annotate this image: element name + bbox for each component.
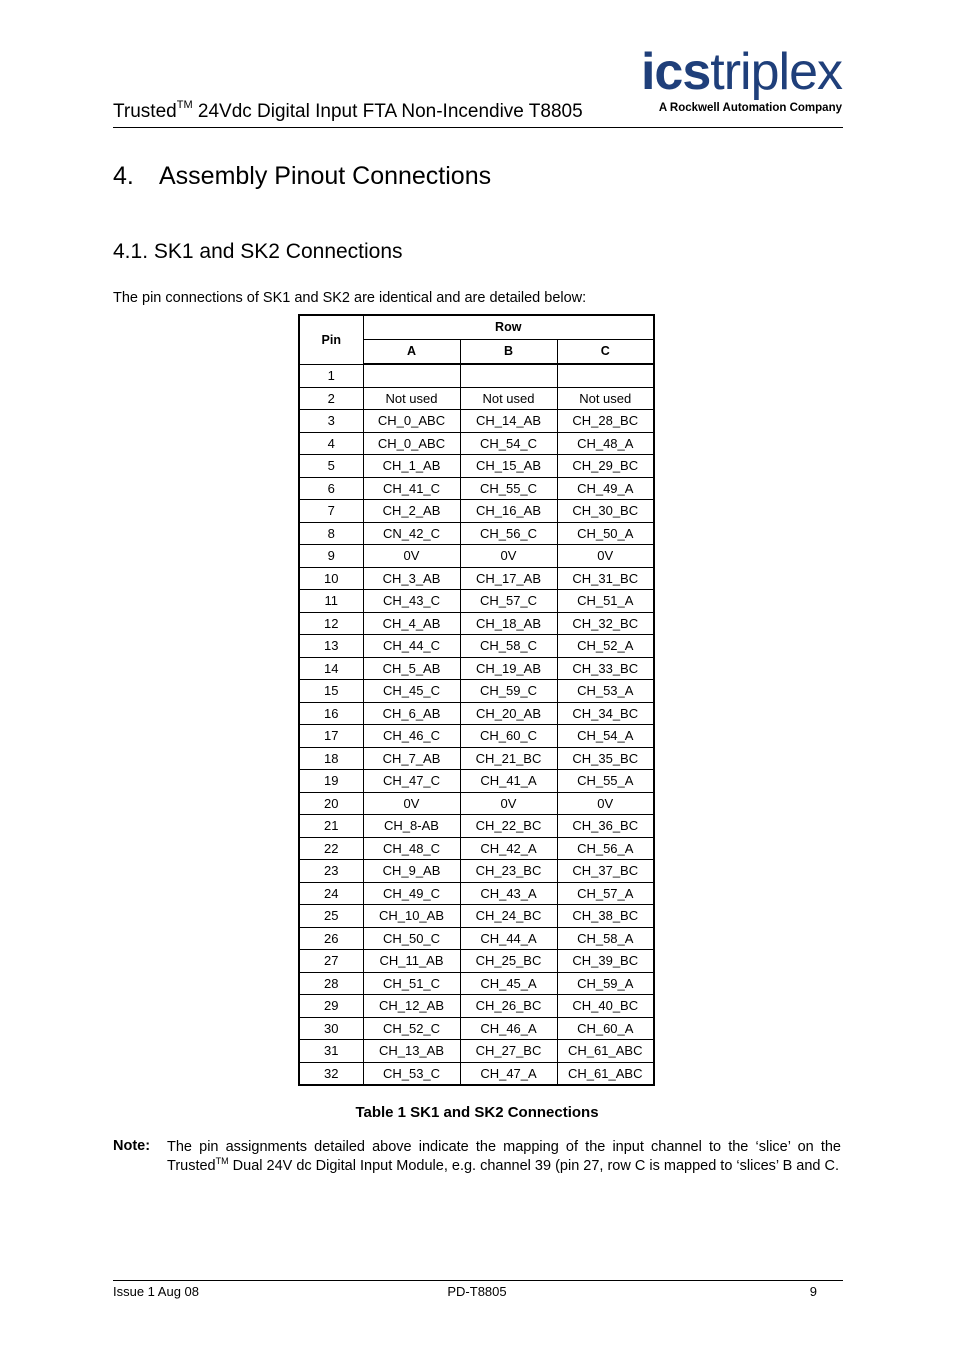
pin-number-cell: 6	[299, 477, 363, 500]
table-row	[299, 500, 654, 523]
logo-bold-part: ics	[640, 43, 711, 101]
table-row	[299, 477, 654, 500]
pin-connection-cell: CH_12_AB	[363, 995, 460, 1018]
table-row	[299, 882, 654, 905]
note-label: Note:	[113, 1138, 151, 1154]
pin-connection-cell: CH_46_C	[363, 725, 460, 748]
pin-connection-cell: CH_60_A	[557, 1017, 654, 1040]
pin-connection-cell: CH_55_C	[460, 477, 557, 500]
pin-connection-cell: CH_2_AB	[363, 500, 460, 523]
pin-connection-cell: CH_54_C	[460, 432, 557, 455]
pin-connection-cell: CH_9_AB	[363, 860, 460, 883]
table-row	[299, 927, 654, 950]
column-header-b: B	[460, 339, 557, 364]
pin-connection-cell: CH_48_A	[557, 432, 654, 455]
pin-connection-cell: CH_56_C	[460, 522, 557, 545]
table-row	[299, 995, 654, 1018]
table-row	[299, 432, 654, 455]
pin-number-cell: 12	[299, 612, 363, 635]
pin-number-cell: 32	[299, 1062, 363, 1085]
pin-connection-cell: CH_24_BC	[460, 905, 557, 928]
note-text	[167, 1138, 841, 1175]
pin-number-cell: 11	[299, 590, 363, 613]
pin-connection-cell: CH_42_A	[460, 837, 557, 860]
column-header-a: A	[363, 339, 460, 364]
table-row	[299, 815, 654, 838]
pin-number-cell: 16	[299, 702, 363, 725]
pin-connection-cell: CH_32_BC	[557, 612, 654, 635]
table-row	[299, 567, 654, 590]
table-row	[299, 364, 654, 387]
pin-connection-cell: CH_56_A	[557, 837, 654, 860]
pinout-table	[298, 314, 655, 1086]
pin-connection-cell: CH_34_BC	[557, 702, 654, 725]
pin-number-cell: 31	[299, 1040, 363, 1063]
pin-connection-cell: CH_60_C	[460, 725, 557, 748]
pin-connection-cell: CH_49_C	[363, 882, 460, 905]
pin-number-cell: 18	[299, 747, 363, 770]
table-row	[299, 612, 654, 635]
pin-connection-cell: CH_41_C	[363, 477, 460, 500]
ics-triplex-logo	[608, 44, 844, 120]
pin-connection-cell: CH_44_A	[460, 927, 557, 950]
pin-connection-cell: Not used	[557, 387, 654, 410]
table-row	[299, 792, 654, 815]
pin-connection-cell: CH_14_AB	[460, 410, 557, 433]
pin-connection-cell: CH_31_BC	[557, 567, 654, 590]
pin-number-cell: 19	[299, 770, 363, 793]
pin-connection-cell: CH_36_BC	[557, 815, 654, 838]
table-caption: Table 1 SK1 and SK2 Connections	[355, 1104, 599, 1121]
pin-number-cell: 2	[299, 387, 363, 410]
pin-connection-cell: CH_58_C	[460, 635, 557, 658]
pin-number-cell: 15	[299, 680, 363, 703]
pin-connection-cell: CH_40_BC	[557, 995, 654, 1018]
table-row	[299, 590, 654, 613]
pin-connection-cell: CN_42_C	[363, 522, 460, 545]
pin-connection-cell: CH_39_BC	[557, 950, 654, 973]
footer-document-number: PD-T8805	[447, 1284, 507, 1299]
logo-wordmark	[641, 44, 842, 100]
pin-connection-cell: Not used	[363, 387, 460, 410]
table-row	[299, 455, 654, 478]
header-title-prefix: Trusted	[113, 101, 177, 122]
pin-connection-cell: CH_57_C	[460, 590, 557, 613]
header-divider	[113, 127, 843, 128]
pin-number-cell: 1	[299, 364, 363, 387]
pin-connection-cell: CH_0_ABC	[363, 432, 460, 455]
pin-connection-cell: CH_38_BC	[557, 905, 654, 928]
pin-number-cell: 29	[299, 995, 363, 1018]
pin-connection-cell: CH_43_A	[460, 882, 557, 905]
pin-connection-cell: CH_53_C	[363, 1062, 460, 1085]
pin-number-cell: 7	[299, 500, 363, 523]
pin-connection-cell: CH_16_AB	[460, 500, 557, 523]
pin-number-cell: 4	[299, 432, 363, 455]
column-header-c: C	[557, 339, 654, 364]
pin-connection-cell: CH_19_AB	[460, 657, 557, 680]
pinout-table-body	[299, 364, 654, 1085]
table-row	[299, 837, 654, 860]
pin-connection-cell: CH_43_C	[363, 590, 460, 613]
pin-connection-cell: CH_37_BC	[557, 860, 654, 883]
pin-number-cell: 23	[299, 860, 363, 883]
pin-number-cell: 21	[299, 815, 363, 838]
pin-connection-cell: CH_52_A	[557, 635, 654, 658]
table-row	[299, 1040, 654, 1063]
section-heading	[113, 160, 491, 192]
pin-connection-cell: CH_11_AB	[363, 950, 460, 973]
section-title: Assembly Pinout Connections	[159, 162, 492, 190]
pin-connection-cell: CH_54_A	[557, 725, 654, 748]
pin-connection-cell: CH_25_BC	[460, 950, 557, 973]
pin-connection-cell: CH_0_ABC	[363, 410, 460, 433]
table-row	[299, 1017, 654, 1040]
pin-connection-cell	[363, 364, 460, 387]
table-row	[299, 1062, 654, 1085]
pin-connection-cell: CH_17_AB	[460, 567, 557, 590]
pin-connection-cell	[460, 364, 557, 387]
pin-connection-cell: CH_23_BC	[460, 860, 557, 883]
pin-number-cell: 25	[299, 905, 363, 928]
pin-number-cell: 3	[299, 410, 363, 433]
pin-connection-cell: CH_21_BC	[460, 747, 557, 770]
pin-number-cell: 9	[299, 545, 363, 568]
table-row	[299, 680, 654, 703]
table-row	[299, 950, 654, 973]
pin-connection-cell: CH_51_C	[363, 972, 460, 995]
pin-connection-cell: CH_20_AB	[460, 702, 557, 725]
pin-connection-cell: CH_61_ABC	[557, 1062, 654, 1085]
pin-connection-cell: CH_45_C	[363, 680, 460, 703]
pin-connection-cell: CH_52_C	[363, 1017, 460, 1040]
table-row	[299, 905, 654, 928]
pin-number-cell: 5	[299, 455, 363, 478]
pin-number-cell: 8	[299, 522, 363, 545]
pin-connection-cell: CH_15_AB	[460, 455, 557, 478]
table-row	[299, 635, 654, 658]
pin-connection-cell: CH_55_A	[557, 770, 654, 793]
footer-page-number: 9	[809, 1284, 817, 1299]
logo-light-part: triplex	[710, 43, 842, 101]
pin-connection-cell: CH_47_A	[460, 1062, 557, 1085]
pin-connection-cell: CH_5_AB	[363, 657, 460, 680]
table-row	[299, 410, 654, 433]
table-row	[299, 545, 654, 568]
footer-issue: Issue 1 Aug 08	[113, 1284, 200, 1299]
pin-connection-cell: CH_28_BC	[557, 410, 654, 433]
table-row	[299, 860, 654, 883]
pin-connection-cell: CH_51_A	[557, 590, 654, 613]
pin-connection-cell: CH_33_BC	[557, 657, 654, 680]
pin-number-cell: 20	[299, 792, 363, 815]
pin-connection-cell: CH_8-AB	[363, 815, 460, 838]
pin-number-cell: 27	[299, 950, 363, 973]
header-title-rest: 24Vdc Digital Input FTA Non-Incendive T8805	[192, 101, 583, 122]
pin-connection-cell: CH_47_C	[363, 770, 460, 793]
pin-connection-cell: 0V	[363, 792, 460, 815]
note-text-part-2: Dual 24V dc Digital Input Module, e.g. channel 39 (pin 27, row C is mapped to ‘slices’ B and C.	[228, 1157, 840, 1174]
pin-connection-cell: 0V	[460, 792, 557, 815]
pin-connection-cell: CH_45_A	[460, 972, 557, 995]
table-row	[299, 657, 654, 680]
pin-connection-cell: CH_3_AB	[363, 567, 460, 590]
pin-number-cell: 30	[299, 1017, 363, 1040]
logo-tagline: A Rockwell Automation Company	[658, 102, 842, 114]
pin-connection-cell: CH_46_A	[460, 1017, 557, 1040]
footer-divider	[113, 1280, 843, 1281]
pin-connection-cell	[557, 364, 654, 387]
note-trademark-superscript: TM	[215, 1155, 229, 1166]
pin-connection-cell: CH_59_A	[557, 972, 654, 995]
pin-connection-cell: CH_22_BC	[460, 815, 557, 838]
document-header-title	[113, 97, 583, 127]
pin-column-header: Pin	[299, 315, 363, 364]
pin-connection-cell: CH_58_A	[557, 927, 654, 950]
pin-connection-cell: CH_44_C	[363, 635, 460, 658]
pin-connection-cell: CH_18_AB	[460, 612, 557, 635]
pin-connection-cell: CH_1_AB	[363, 455, 460, 478]
pin-connection-cell: 0V	[363, 545, 460, 568]
trademark-superscript: TM	[176, 99, 193, 111]
pin-connection-cell: CH_13_AB	[363, 1040, 460, 1063]
table-row	[299, 522, 654, 545]
pin-connection-cell: CH_26_BC	[460, 995, 557, 1018]
row-group-header: Row	[363, 315, 654, 339]
pin-connection-cell: CH_4_AB	[363, 612, 460, 635]
pin-connection-cell: CH_29_BC	[557, 455, 654, 478]
pin-connection-cell: CH_57_A	[557, 882, 654, 905]
pin-number-cell: 14	[299, 657, 363, 680]
pin-number-cell: 17	[299, 725, 363, 748]
pin-connection-cell: CH_48_C	[363, 837, 460, 860]
table-row	[299, 387, 654, 410]
pin-connection-cell: CH_59_C	[460, 680, 557, 703]
pin-connection-cell: CH_7_AB	[363, 747, 460, 770]
pin-connection-cell: CH_41_A	[460, 770, 557, 793]
pin-connection-cell: 0V	[557, 792, 654, 815]
pin-connection-cell: CH_50_A	[557, 522, 654, 545]
pin-connection-cell: 0V	[460, 545, 557, 568]
table-row	[299, 972, 654, 995]
section-number: 4.	[113, 162, 134, 190]
pin-number-cell: 24	[299, 882, 363, 905]
intro-paragraph: The pin connections of SK1 and SK2 are identical and are detailed below:	[113, 290, 587, 306]
table-row	[299, 770, 654, 793]
pin-connection-cell: CH_27_BC	[460, 1040, 557, 1063]
pin-number-cell: 28	[299, 972, 363, 995]
pin-connection-cell: CH_35_BC	[557, 747, 654, 770]
pin-connection-cell: 0V	[557, 545, 654, 568]
pin-connection-cell: CH_49_A	[557, 477, 654, 500]
table-row	[299, 747, 654, 770]
pin-connection-cell: CH_50_C	[363, 927, 460, 950]
table-row	[299, 725, 654, 748]
pin-number-cell: 26	[299, 927, 363, 950]
pin-number-cell: 22	[299, 837, 363, 860]
pin-connection-cell: CH_10_AB	[363, 905, 460, 928]
pin-connection-cell: CH_53_A	[557, 680, 654, 703]
pin-connection-cell: Not used	[460, 387, 557, 410]
pin-connection-cell: CH_6_AB	[363, 702, 460, 725]
pin-connection-cell: CH_30_BC	[557, 500, 654, 523]
note-text-part-1: The pin assignments detailed above indicate the mapping of the input channel to the ‘slice’ on the Trusted	[167, 1139, 841, 1174]
table-row	[299, 702, 654, 725]
subsection-heading: 4.1. SK1 and SK2 Connections	[113, 240, 403, 263]
pin-number-cell: 13	[299, 635, 363, 658]
pin-connection-cell: CH_61_ABC	[557, 1040, 654, 1063]
pin-number-cell: 10	[299, 567, 363, 590]
